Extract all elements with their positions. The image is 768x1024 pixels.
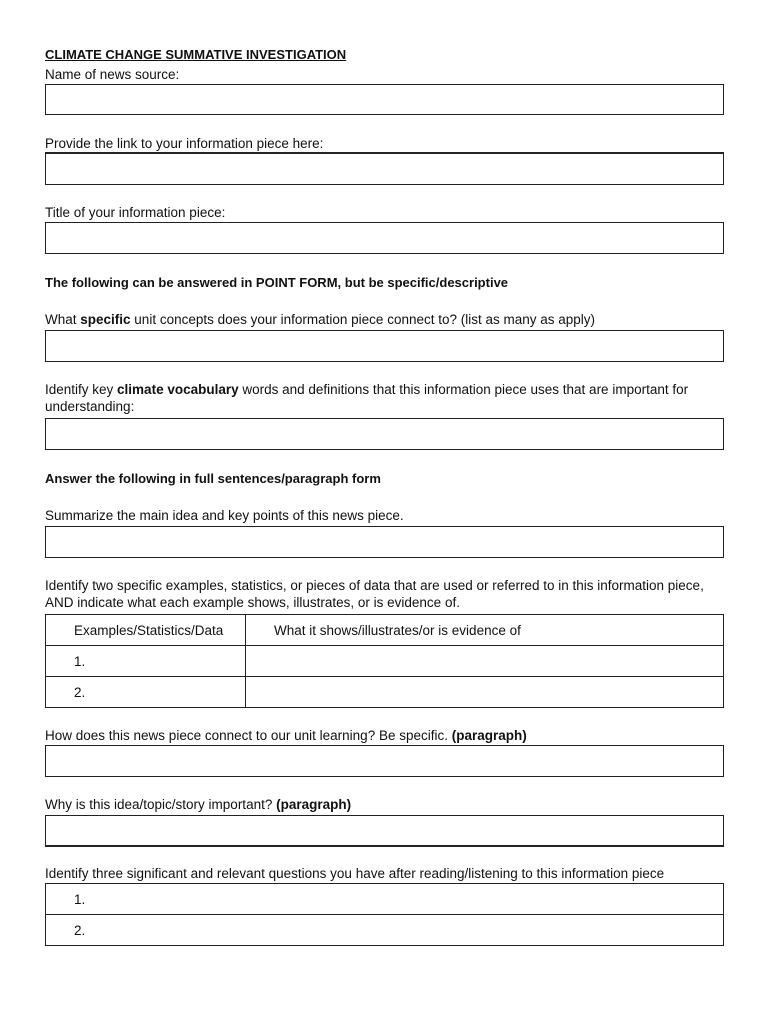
concepts-input[interactable] xyxy=(45,330,724,362)
summarize-input[interactable] xyxy=(45,526,724,558)
table-row xyxy=(46,677,724,708)
example-cell[interactable]: 1. xyxy=(46,646,246,677)
page-title: CLIMATE CHANGE SUMMATIVE INVESTIGATION xyxy=(45,47,347,62)
evidence-cell[interactable] xyxy=(246,646,724,677)
examples-question: Identify two specific examples, statistics, or pieces of data that are used or referred to in this information piece, AND indicate what each example shows, illustrates, or is evidence of. xyxy=(45,578,704,610)
example-cell[interactable]: 2. xyxy=(46,677,246,708)
examples-table xyxy=(45,614,724,708)
table-row xyxy=(46,646,724,677)
table-row xyxy=(46,884,724,915)
link-input[interactable] xyxy=(45,152,724,185)
question-cell[interactable]: 2. xyxy=(46,915,724,946)
link-label: Provide the link to your information piece here: xyxy=(45,136,324,151)
table-header-cell: What it shows/illustrates/or is evidence of xyxy=(246,615,724,646)
questions-prompt: Identify three significant and relevant questions you have after reading/listening to this information piece xyxy=(45,866,665,881)
piece-title-label: Title of your information piece: xyxy=(45,205,226,220)
importance-question: Why is this idea/topic/story important? (paragraph) xyxy=(45,797,352,812)
news-source-label: Name of news source: xyxy=(45,67,180,82)
question-cell[interactable]: 1. xyxy=(46,884,724,915)
table-header-cell: Examples/Statistics/Data xyxy=(46,615,246,646)
connect-input[interactable] xyxy=(45,745,724,777)
importance-input[interactable] xyxy=(45,815,724,847)
point-form-heading: The following can be answered in POINT FORM, but be specific/descriptive xyxy=(45,275,509,290)
news-source-input[interactable] xyxy=(45,84,724,115)
connect-question: How does this news piece connect to our unit learning? Be specific. (paragraph) xyxy=(45,728,527,743)
questions-table xyxy=(45,883,724,946)
evidence-cell[interactable] xyxy=(246,677,724,708)
piece-title-input[interactable] xyxy=(45,222,724,254)
summarize-question: Summarize the main idea and key points of this news piece. xyxy=(45,508,404,523)
full-sentences-heading: Answer the following in full sentences/paragraph form xyxy=(45,471,381,486)
vocabulary-question: Identify key climate vocabulary words and definitions that this information piece uses that are important for understanding: xyxy=(45,382,689,414)
table-header-row xyxy=(46,615,724,646)
concepts-question: What specific unit concepts does your information piece connect to? (list as many as apply) xyxy=(45,312,596,327)
vocabulary-input[interactable] xyxy=(45,418,724,450)
table-row xyxy=(46,915,724,946)
